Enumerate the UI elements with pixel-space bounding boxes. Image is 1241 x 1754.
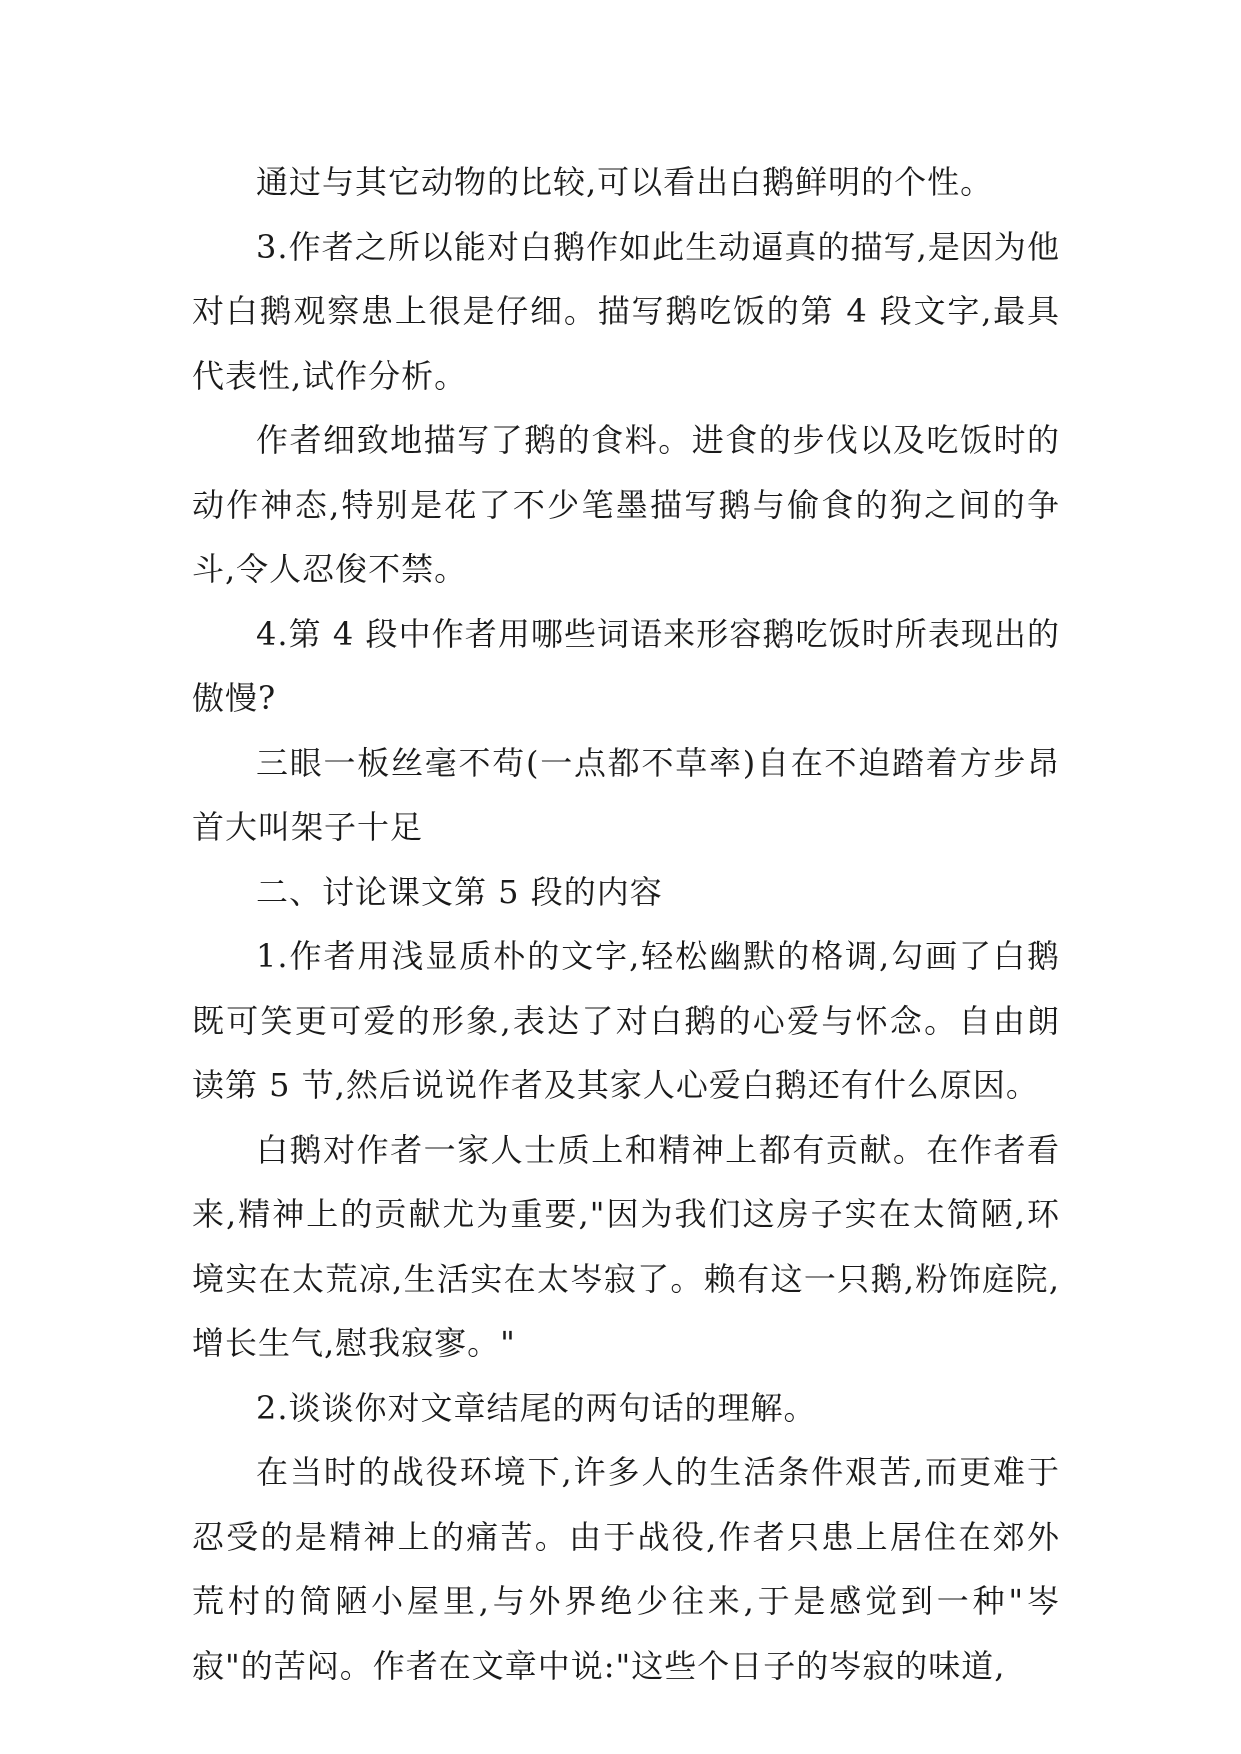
paragraph: 在当时的战役环境下,许多人的生活条件艰苦,而更难于忍受的是精神上的痛苦。由于战役,作者只患上居住在郊外荒村的简陋小屋里,与外界绝少往来,于是感觉到一种"岑寂"的苦闷。作者在文章中说:"这些个日子的岑寂的味道, [192,1453,1060,1685]
paragraph: 三眼一板丝毫不苟(一点都不草率)自在不迫踏着方步昂首大叫架子十足 [192,743,1060,846]
paragraph: 白鹅对作者一家人士质上和精神上都有贡献。在作者看来,精神上的贡献尤为重要,"因为我们这房子实在太简陋,环境实在太荒凉,生活实在太岑寂了。赖有这一只鹅,粉饰庭院,增长生气,慰我寂寥。" [192,1130,1060,1362]
paragraph: 3.作者之所以能对白鹅作如此生动逼真的描写,是因为他对白鹅观察患上很是仔细。描写鹅吃饭的第 4 段文字,最具代表性,试作分析。 [192,227,1060,395]
document-page [192,150,1060,1698]
paragraph: 1.作者用浅显质朴的文字,轻松幽默的格调,勾画了白鹅既可笑更可爱的形象,表达了对白鹅的心爱与怀念。自由朗读第 5 节,然后说说作者及其家人心爱白鹅还有什么原因。 [192,937,1060,1104]
paragraph: 作者细致地描写了鹅的食料。进食的步伐以及吃饭时的动作神态,特别是花了不少笔墨描写鹅与偷食的狗之间的争斗,令人忍俊不禁。 [192,421,1060,588]
section-heading: 二、讨论课文第 5 段的内容 [256,872,663,911]
paragraph: 4.第 4 段中作者用哪些词语来形容鹅吃饭时所表现出的傲慢? [192,614,1060,717]
paragraph: 2.谈谈你对文章结尾的两句话的理解。 [256,1388,817,1427]
paragraph: 通过与其它动物的比较,可以看出白鹅鲜明的个性。 [256,163,994,201]
